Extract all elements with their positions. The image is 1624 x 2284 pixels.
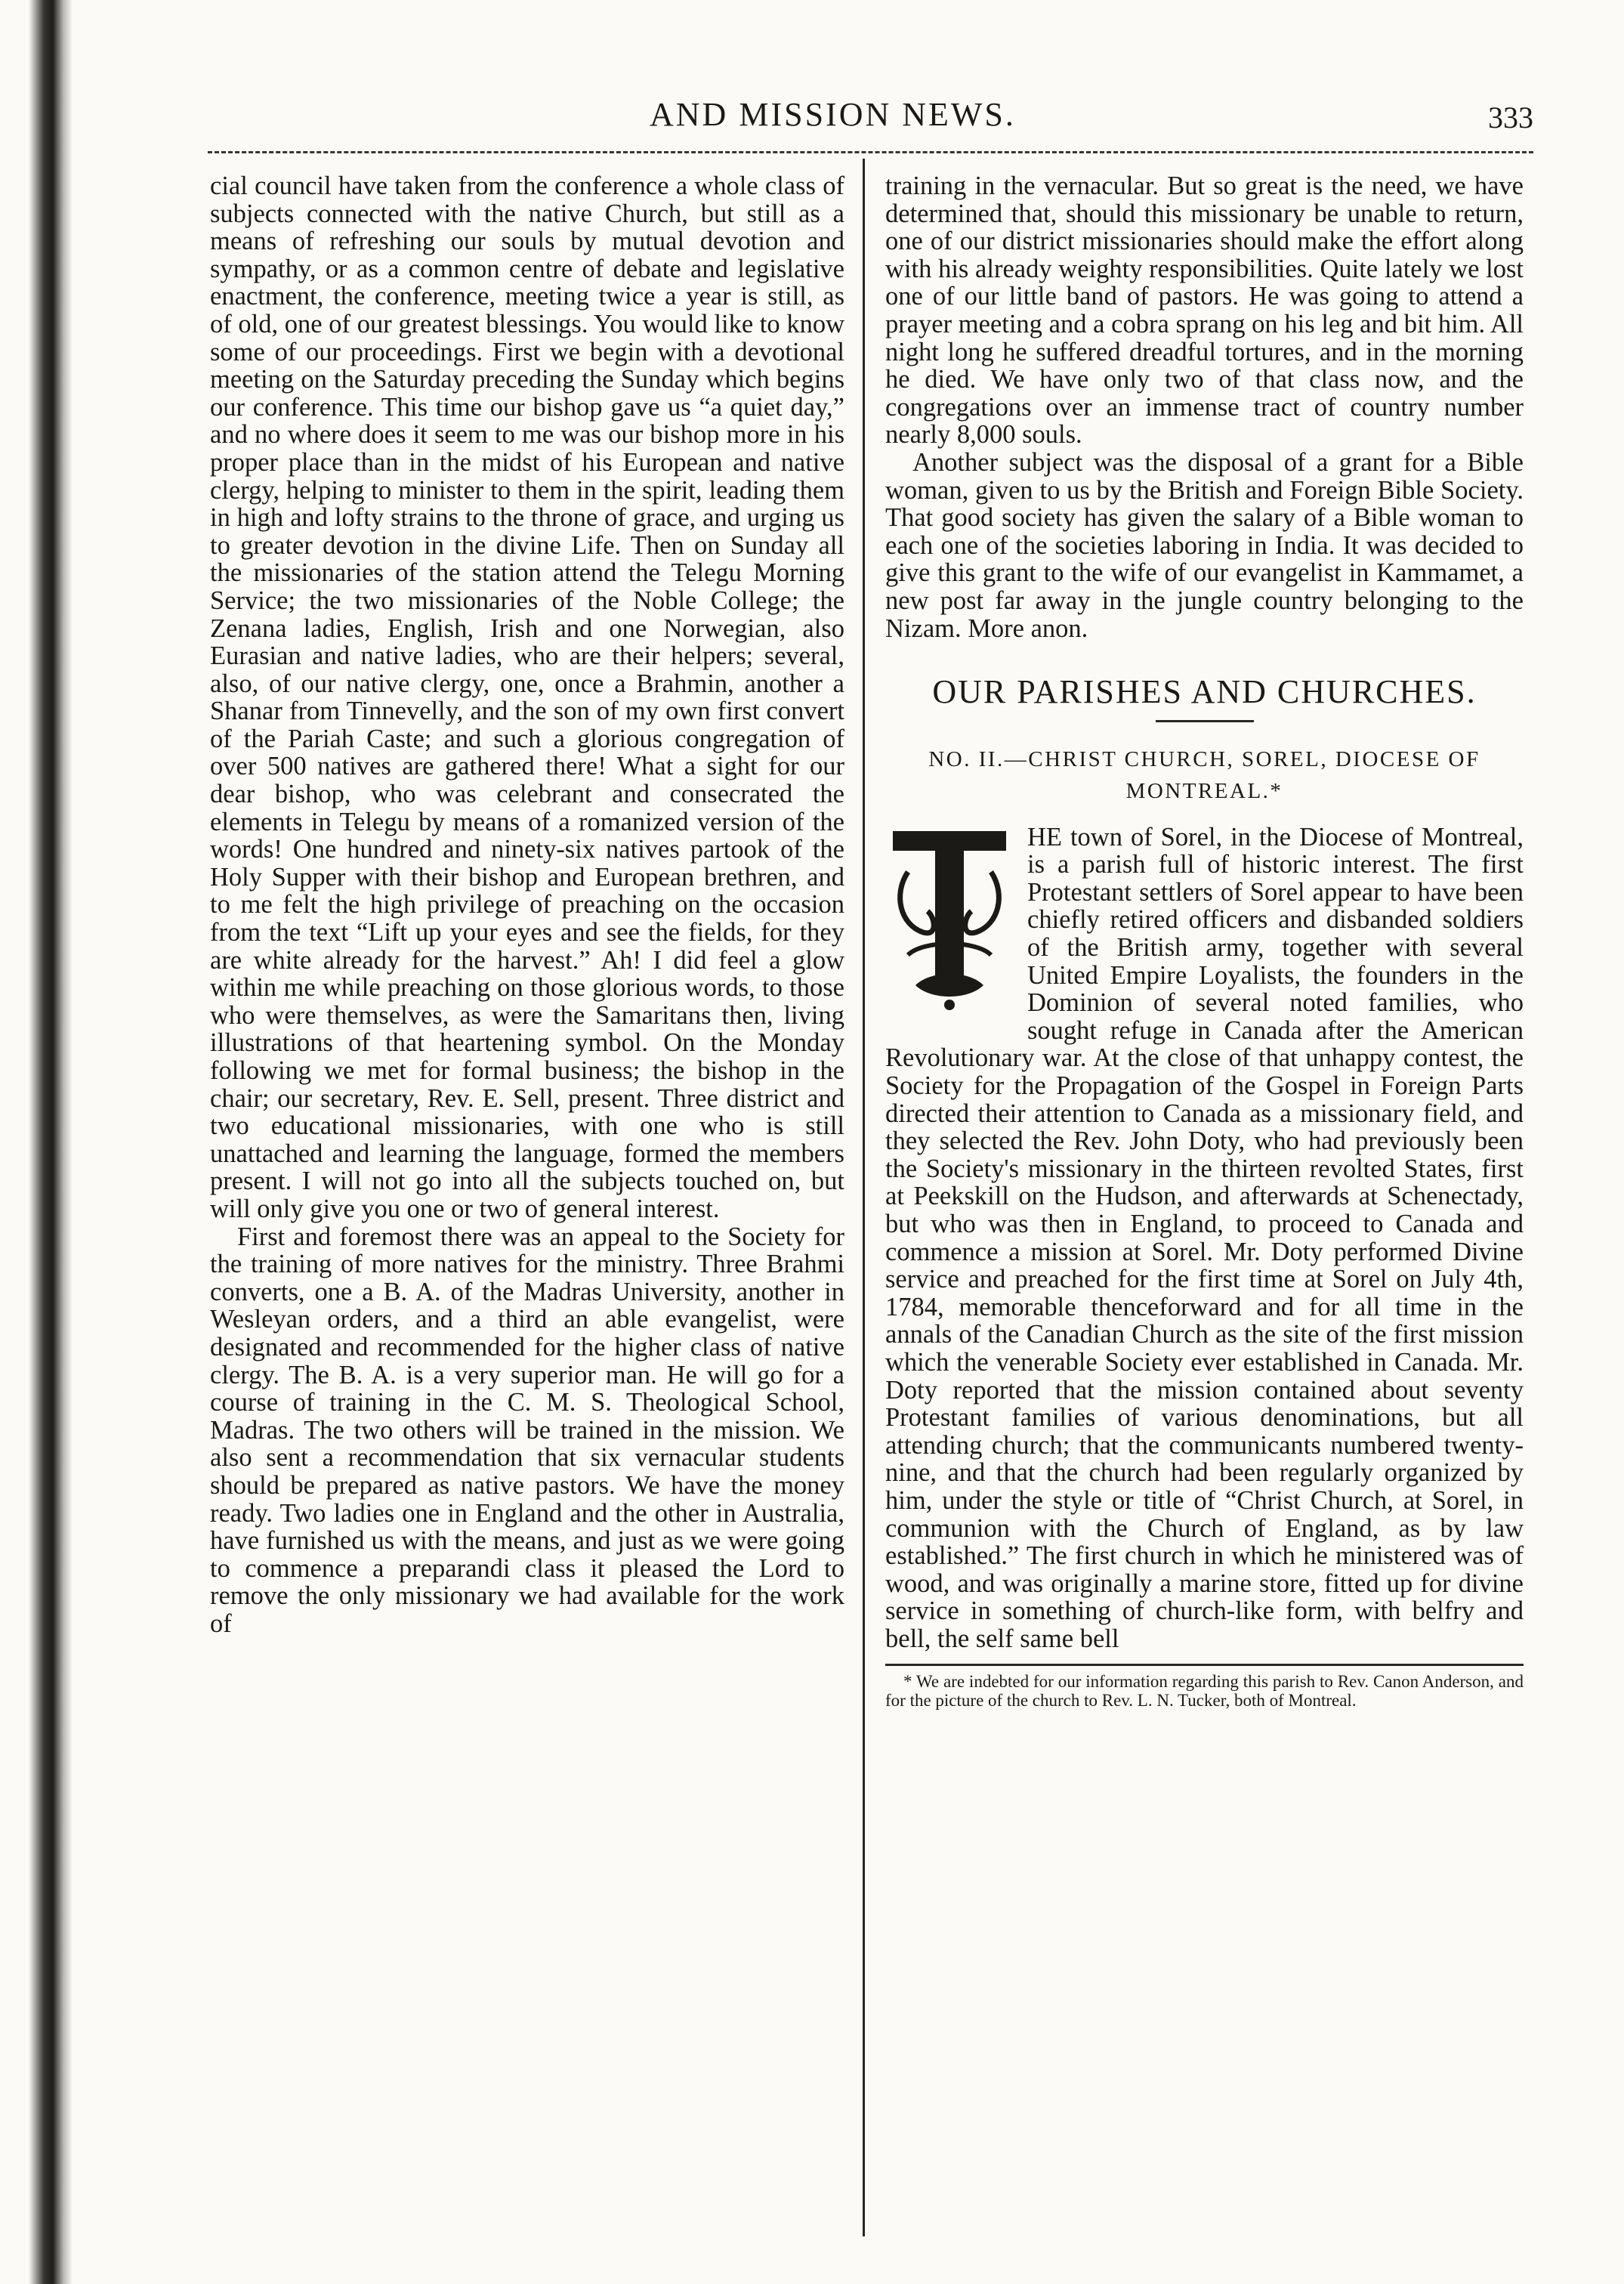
running-title: AND MISSION NEWS.: [650, 96, 1016, 133]
article-paragraph: HE town of Sorel, in the Diocese of Montreal, is a parish full of historic interest. The first Protestant settlers of Sorel appear to have been chiefly retired officers and disbanded soldiers of the British army, together with several United Empire Loyalists, the founders in the Dominion of several noted families, who sought refuge in Canada after the American Revolutionary war. At the close of that unhappy contest, the Society for the Propagation of the Gospel in Foreign Parts directed their attention to Canada as a missionary field, and they selected the Rev. John Doty, who had previously been the Society's missionary in the thirteen revolted States, first at Peekskill on the Hudson, and afterwards at Schenectady, but who was then in England, to proceed to Canada and commence a mission at Sorel. Mr. Doty performed Divine service and preached for the first time at Sorel on July 4th, 1784, memorable thenceforward and for all time in the annals of the Canadian Church as the site of the first mission which the venerable Society ever established in Canada. Mr. Doty reported that the mission contained about seventy Protestant families of various denominations, but all attending church; that the communicants numbered twenty-nine, and that the church had been regularly organized by him, under the style or title of “Christ Church, at Sorel, in communion with the Church of England, as by law established.” The first church in which he ministered was of wood, and was originally a marine store, fitted up for divine service in something of church-like form, with belfry and bell, the self same bell: [885, 822, 1524, 1653]
page-header: [204, 89, 1533, 142]
paragraph: training in the vernacular. But so great is the need, we have determined that, should this missionary be unable to return, one of our district missionaries should make the effort along with his already weighty responsibilities. Quite lately we lost one of our little band of pastors. He was going to attend a prayer meeting and a cobra sprang on his leg and bit him. All night long he suffered dreadful tortures, and in the morning he died. We have only two of that class now, and the congregations over an immense tract of country number nearly 8,000 souls.: [885, 172, 1524, 450]
article-subheading: NO. II.—CHRIST CHURCH, SOREL, DIOCESE OF MONTREAL.*: [928, 746, 1480, 803]
book-binding-shadow: [29, 0, 73, 2284]
footnote-rule: [885, 1664, 1524, 1666]
paragraph: Another subject was the disposal of a grant for a Bible woman, given to us by the British and Foreign Bible Society. That good society has given the salary of a Bible woman to each one of the societies laboring in India. It was decided to give this grant to the wife of our evangelist in Kammamet, a new post far away in the jungle country belonging to the Nizam. More anon.: [885, 447, 1524, 643]
dropcap-ornament-icon: [885, 827, 1014, 1015]
paragraph: cial council have taken from the conference a whole class of subjects connected with the native Church, but still as a means of refreshing our souls by mutual devotion and sympathy, or as a common centre of debate and legislative enactment, the conference, meeting twice a year is still, as of old, one of our greatest blessings. You would like to know some of our proceedings. First we begin with a devotional meeting on the Saturday preceding the Sunday which begins our conference. This time our bishop gave us “a quiet day,” and no where does it seem to me was our bishop more in his proper place than in the midst of his European and native clergy, helping to minister to them in the spirit, leading them in high and lofty strains to the throne of grace, and urging us to greater devotion in the divine Life. Then on Sunday all the missionaries of the station attend the Telegu Morning Service; the two missionaries of the Noble College; the Zenana ladies, English, Irish and one Norwegian, also Eurasian and native ladies, who are their helpers; several, also, of our native clergy, one, once a Brahmin, another a Shanar from Tinnevelly, and the son of my own first convert of the Pariah Caste; and such a glorious congregation of over 500 natives are gathered there! What a sight for our dear bishop, who was celebrant and consecrated the elements in Telegu by means of a romanized version of the words! One hundred and ninety-six natives partook of the Holy Supper with their bishop and European brethren, and to me felt the high privilege of preaching on the occasion from the text “Lift up your eyes and see the fields, for they are white already for the harvest.” Ah! I did feel a glow within me while preaching on those glorious words, to those who were themselves, as were the Samaritans then, living illustrations of that heartening symbol. On the Monday following we met for formal business; the bishop in the chair; our secretary, Rev. E. Sell, present. Three district and two educational missionaries, with one who is still unattached and learning the language, formed the members present. I will not go into all the subjects touched on, but will only give you one or two of general interest.: [210, 172, 844, 1223]
section-heading: OUR PARISHES AND CHURCHES.: [932, 673, 1477, 711]
right-column: [885, 172, 1524, 1710]
left-column: [210, 172, 844, 1637]
paragraph: First and foremost there was an appeal to the Society for the training of more natives for the ministry. Three Brahmi converts, one a B. A. of the Madras University, another in Wesleyan orders, and a third an able evangelist, were designated and recommended for the higher class of native clergy. The B. A. is a very superior man. He will go for a course of training in the C. M. S. Theological School, Madras. The two others will be trained in the mission. We also sent a recommendation that six vernacular students should be prepared as native pastors. We have the money ready. Two ladies one in England and the other in Australia, have furnished us with the means, and just as we were going to commence a preparandi class it pleased the Lord to remove the only missionary we had available for the work of: [210, 1222, 844, 1638]
column-divider: [863, 159, 865, 2236]
page-number: 333: [1488, 100, 1533, 134]
footnote: * We are indebted for our information regarding this parish to Rev. Canon Anderson, and for the picture of the church to Rev. L. N. Tucker, both of Montreal.: [885, 1671, 1524, 1710]
heading-rule: [1156, 720, 1254, 722]
header-rule: [208, 151, 1533, 153]
ornamental-dropcap: [885, 827, 1014, 1015]
